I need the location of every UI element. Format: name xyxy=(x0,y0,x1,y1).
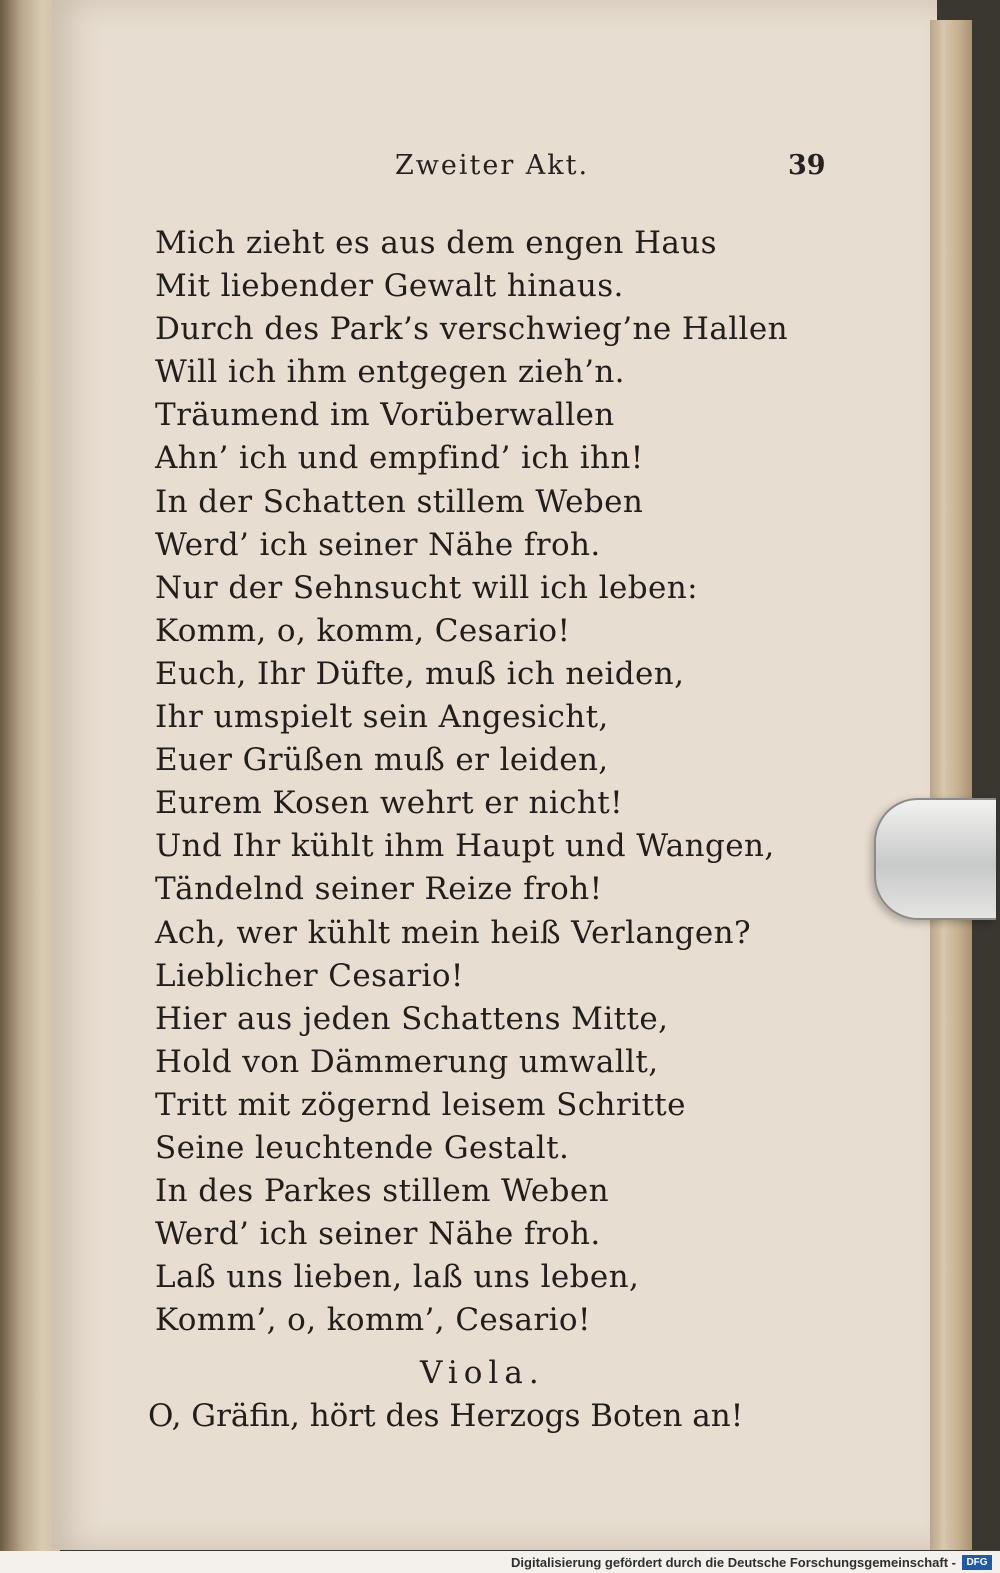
running-head: Zweiter Akt. xyxy=(395,150,590,181)
verse-line: Hold von Dämmerung umwallt, xyxy=(155,1043,659,1080)
verse-line: Euer Grüßen muß er leiden, xyxy=(155,742,609,779)
page-number: 39 xyxy=(788,150,826,181)
verse-line: Laß uns lieben, laß uns leben, xyxy=(155,1259,640,1296)
verse-line: Lieblicher Cesario! xyxy=(155,957,464,994)
verse-line: Nur der Sehnsucht will ich leben: xyxy=(155,569,698,606)
digitization-footer xyxy=(0,1551,1000,1573)
verse-line: Eurem Kosen wehrt er nicht! xyxy=(155,785,623,822)
verse-line: Durch des Park’s verschwieg’ne Hallen xyxy=(155,311,788,348)
right-page-edge xyxy=(930,20,975,1550)
scanner-background xyxy=(972,0,1000,1573)
verse-line: Mich zieht es aus dem engen Haus xyxy=(155,225,717,261)
verse-line: Ach, wer kühlt mein heiß Verlangen? xyxy=(155,914,752,951)
footer-credit: Digitalisierung gefördert durch die Deutsche Forschungsgemeinschaft - xyxy=(511,1555,956,1570)
left-page-edge xyxy=(0,0,60,1573)
verse-line: Ahn’ ich und empfind’ ich ihn! xyxy=(155,440,644,477)
dfg-logo: DFG xyxy=(962,1555,992,1570)
verse-line: Komm, o, komm, Cesario! xyxy=(155,612,571,649)
verse-line: In des Parkes stillem Weben xyxy=(155,1173,610,1210)
verse-line: Werd’ ich seiner Nähe froh. xyxy=(155,1216,601,1253)
verse-line: Träumend im Vorüberwallen xyxy=(155,397,615,434)
verse-line: Will ich ihm entgegen zieh’n. xyxy=(155,354,625,391)
verse-line: Werd’ ich seiner Nähe froh. xyxy=(155,526,601,563)
verse-line: Tändelnd seiner Reize froh! xyxy=(155,871,603,908)
verse-line: Und Ihr kühlt ihm Haupt und Wangen, xyxy=(155,828,775,865)
spoken-line: O, Gräfin, hört des Herzogs Boten an! xyxy=(148,1398,744,1434)
verse-line: Mit liebender Gewalt hinaus. xyxy=(155,268,624,305)
verse-line: Komm’, o, komm’, Cesario! xyxy=(155,1302,591,1339)
page-clip xyxy=(874,798,996,920)
verse-block xyxy=(155,222,788,1342)
verse-line: Seine leuchtende Gestalt. xyxy=(155,1129,570,1166)
verse-line: Tritt mit zögernd leisem Schritte xyxy=(155,1086,686,1123)
verse-line: Ihr umspielt sein Angesicht, xyxy=(155,699,609,736)
speaker-name: Viola. xyxy=(420,1355,545,1391)
verse-line: Hier aus jeden Schattens Mitte, xyxy=(155,1000,669,1037)
verse-line: In der Schatten stillem Weben xyxy=(155,483,644,520)
verse-line: Euch, Ihr Düfte, muß ich neiden, xyxy=(155,655,685,692)
